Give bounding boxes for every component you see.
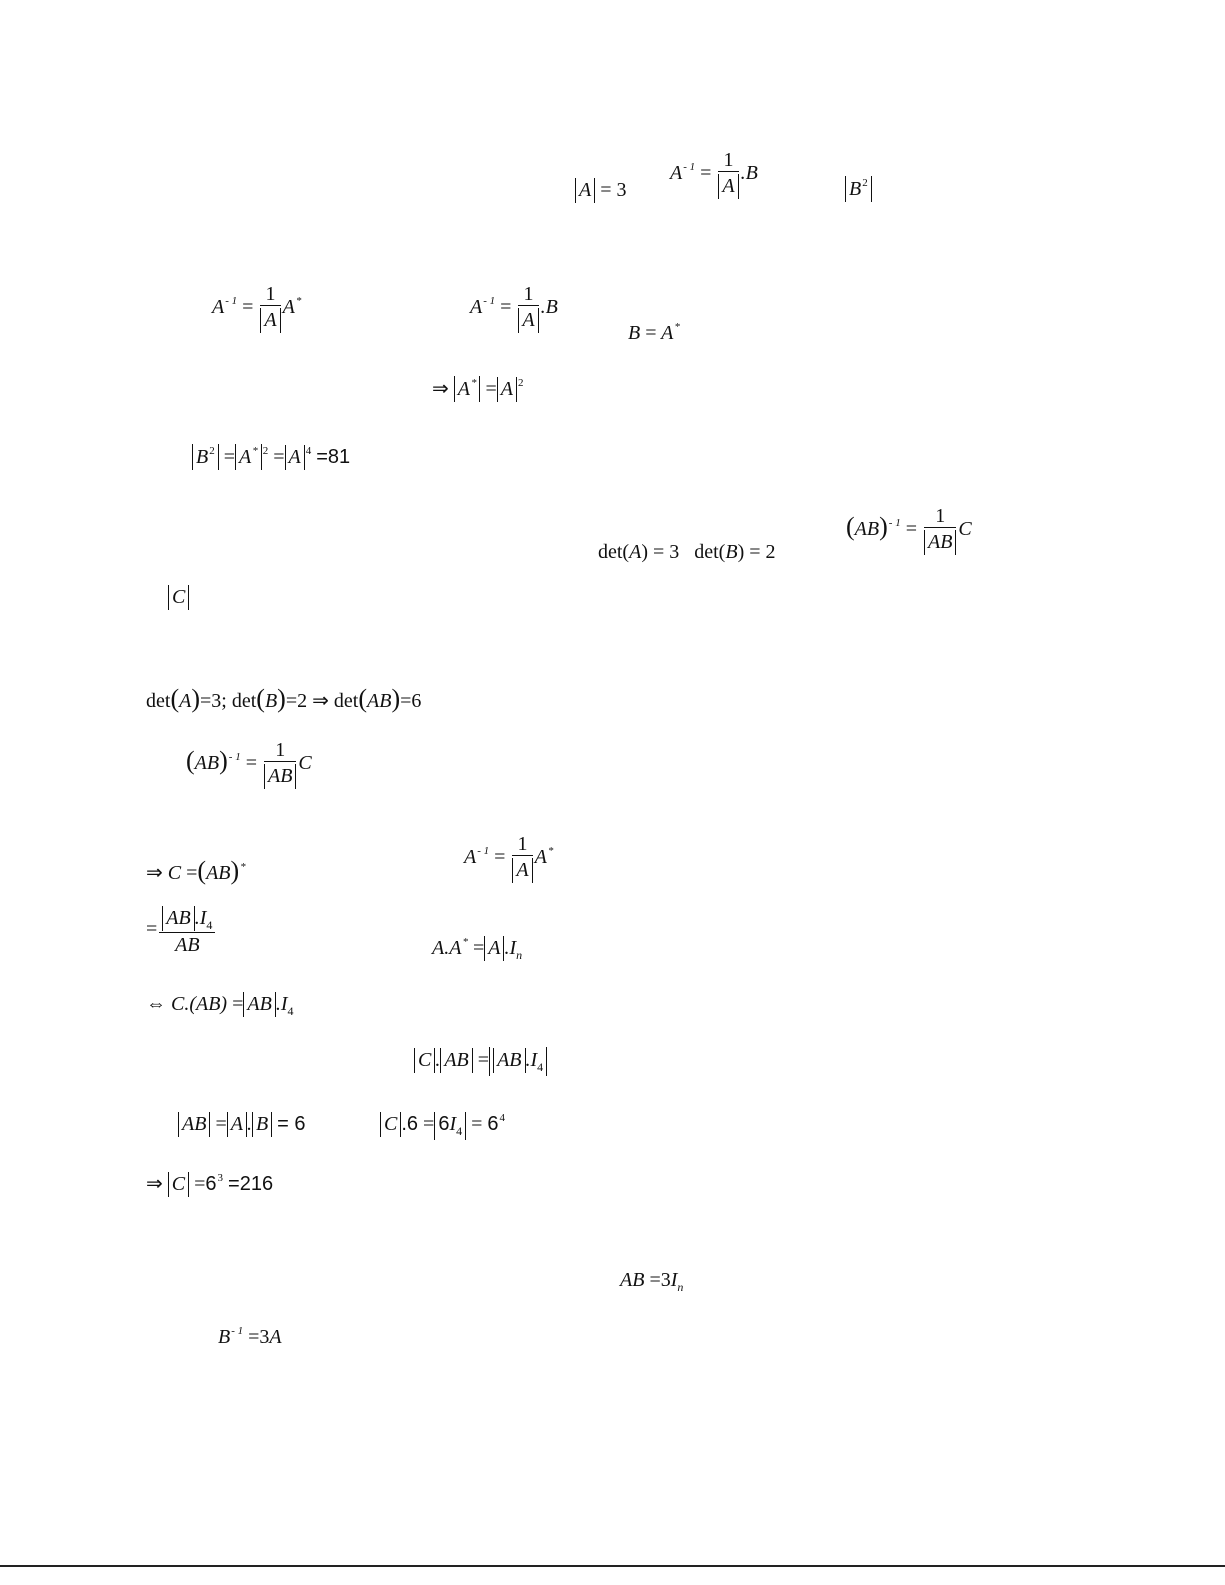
eq-det-a-equals-3: A = 3 xyxy=(575,178,627,203)
eq-inverse-ab-c: (AB)$^{- 1}$ = $\frac{1}{AB}$ C xyxy=(846,505,972,553)
eq-det-c-times-det-ab: C . AB = AB $.I_4$ xyxy=(414,1047,547,1076)
eq-det-b-squared-result: $B^2 = A^*$ $^2$ = A $^4$ =81 xyxy=(192,444,350,470)
eq-inverse-a-with-b: $A^{- 1}$ = $\frac{1}{A}$ .B xyxy=(670,149,758,197)
eq-b-inverse-3a: $B^{- 1} =3A$ xyxy=(218,1325,282,1348)
eq-det-b-squared: $B^2$ xyxy=(845,176,872,202)
eq-det-c-times-6: C $.6 = 6I_4 = 6^4$ xyxy=(380,1112,505,1140)
eq-a-times-adjugate: A.A* = A $.I_n$ xyxy=(432,936,523,962)
eq-inverse-a-adjugate: $A^{- 1}$ = $\frac{1}{A}$ A* xyxy=(212,283,302,331)
eq-ab-equals-3in: AB $=3I_n$ xyxy=(620,1269,684,1294)
eq-det-ab-equals-6: AB = A . B = 6 xyxy=(178,1112,306,1137)
eq-det-c: C xyxy=(168,585,189,610)
page-bottom-rule xyxy=(0,1565,1225,1567)
eq-fraction-ab-i4: = $\frac{AB .I_4}{AB}$ xyxy=(146,906,217,955)
eq-inverse-ab-c-2: (AB)$^{- 1}$ = $\frac{1}{AB}$ C xyxy=(186,739,312,787)
eq-b-equals-adjugate: B = A* xyxy=(628,321,680,344)
eq-inverse-a-adjugate-2: $A^{- 1}$ = $\frac{1}{A}$ A* xyxy=(464,833,554,881)
eq-c-times-ab: ⇔ C.(AB) = AB $.I_4$ xyxy=(146,993,294,1018)
eq-inverse-a-with-b-2: $A^{- 1}$ = $\frac{1}{A}$ .B xyxy=(470,283,558,331)
eq-det-c-result: ⇒ $C =6^3 =216$ xyxy=(146,1172,274,1195)
eq-det-adjugate: ⇒ A* = A $^2$ xyxy=(432,377,524,400)
eq-c-equals-adjugate-ab: ⇒ C =(AB)* xyxy=(146,856,246,885)
eq-det-ab: det(A)=3; det(B)=2 ⇒ det(AB)=6 xyxy=(146,684,422,713)
eq-det-values: det(A) = 3 det(B) = 2 xyxy=(598,541,776,563)
